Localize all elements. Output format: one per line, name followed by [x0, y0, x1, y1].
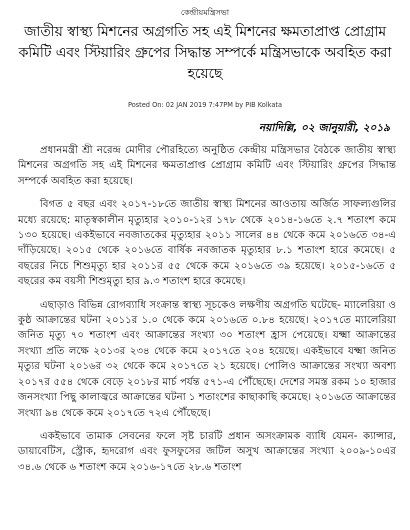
dateline: নয়াদিল্লি, ০২ জানুয়ারী, ২০১৯: [258, 122, 390, 134]
paragraph: এছাড়াও বিভিন্ন রোগব্যাধি সংক্রান্ত স্বাস্থ্য সূচকেও লক্ষণীয় অগ্রগতি ঘটেছে- ম্যালেরিয়া ও কুষ্ঠ আক্রান্তের ঘটনা ২০১১র ১.০ থেকে কমে ২০১৬তে ০.৮৪ হয়েছে। ২০১৭তে ম্যালেরিয়া জনিত মৃত্যু ৭০ শতাংশ এবং আক্রান্তের সংখ্যা ৩০ শতাংশ হ্রাস পেয়েছে। যক্ষ্মা আক্রান্তের সংখ্যা প্রতি লক্ষে ২০১৩র ২৩৪ থেকে কমে ২০১৭তে ২০৪ হয়েছে। একইভাবে যক্ষ্মা জনিত মৃত্যুর ঘটনা ২০১৬র ৩২ থেকে কমে ২০১৭তে ২১ হয়েছে। পোলিও আক্রান্তের সংখ্যা অবশ্য ২০১৭র ৫৫৪ থেকে বেড়ে ২০১৮র মার্চ পর্যন্ত ৫৭১-এ পৌঁছেছে। দেশের সমস্ত রকম ১০ হাজার জনসংখ্যা পিছু কালাজ্বরে আক্রান্তের ঘটনা ১ শতাংশের কাছাকাছি কমেছে। ২০১৬তে আক্রান্তের সংখ্যা ৯৪ থেকে কমে ২০১৭তে ৭২এ পৌঁছেছে।: [18, 299, 396, 419]
page-title: জাতীয় স্বাস্থ্য মিশনের অগ্রগতি সহ এই মিশনের ক্ষমতাপ্রাপ্ত প্রোগ্রাম কমিটি এবং স্টিয়ারিং গ্রুপের সিদ্ধান্ত সম্পর্কে মন্ত্রিসভাকে অবহিত করা হয়েছে: [18, 24, 392, 82]
paragraph: একইভাবে তামাক সেবনের ফলে সৃষ্ট চারটি প্রধান অসংক্রামক ব্যাধি যেমন- ক্যান্সার, ডায়াবেটিস, স্ট্রোক, হৃদরোগ এবং ফুসফুসের জটিল অসুখ আক্রান্তের সংখ্যা ২০০৯-১০এর ৩৪.৬ থেকে ৬ শতাংশ কমে ২০১৬-১৭তে ২৮.৬ শতাংশ: [18, 430, 396, 473]
article-body: [18, 143, 396, 483]
paragraph: বিগত ৫ বছর এবং ২০১৭-১৮তে জাতীয় স্বাস্থ্য মিশনের আওতায় অর্জিত সাফল্যগুলির মধ্যে রয়েছে: মাতৃস্বকালীন মৃত্যুহার ২০১০-১২র ১৭৮ থেকে ২০১৪-১৬তে ২.৭ শতাংশ কমে ১৩০ হয়েছে। একইভাবে নবজাতকের মৃত্যুহার ২০১১ সালের ৪৪ থেকে কমে ২০১৬তে ৩৪-এ দাঁড়িয়েছে। ২০১৫ থেকে ২০১৬তে বার্ষিক নবজাতক মৃত্যুহার ৮.১ শতাংশ হারে কমেছে। ৫ বছরের নিচে শিশুমৃত্যু হার ২০১১র ৫৫ থেকে কমে ২০১৬তে ৩৯ হয়েছে। ২০১৫-১৬তে ৫ বছরের কম বয়সী শিশুমৃত্যু হার ৯.৩ শতাংশ হারে কমেছে।: [18, 199, 396, 288]
paragraph: প্রধানমন্ত্রী শ্রী নরেন্দ্র মোদীর পৌরহিত্যে অনুষ্ঠিত কেন্দ্রীয় মন্ত্রিসভার বৈঠকে জাতীয় স্বাস্থ্য মিশনের অগ্রগতি সহ এই মিশনের ক্ষমতাপ্রাপ্ত প্রোগ্রাম কমিটি এবং স্টিয়ারিং গ্রুপের সিদ্ধান্ত সম্পর্কে অবহিত করা হয়েছে।: [18, 145, 396, 187]
posted-info: Posted On: 02 JAN 2019 7:47PM by PIB Kolkata: [127, 101, 283, 109]
ministry-label: কেন্দ্রীয়মন্ত্রিসভা: [180, 8, 230, 17]
